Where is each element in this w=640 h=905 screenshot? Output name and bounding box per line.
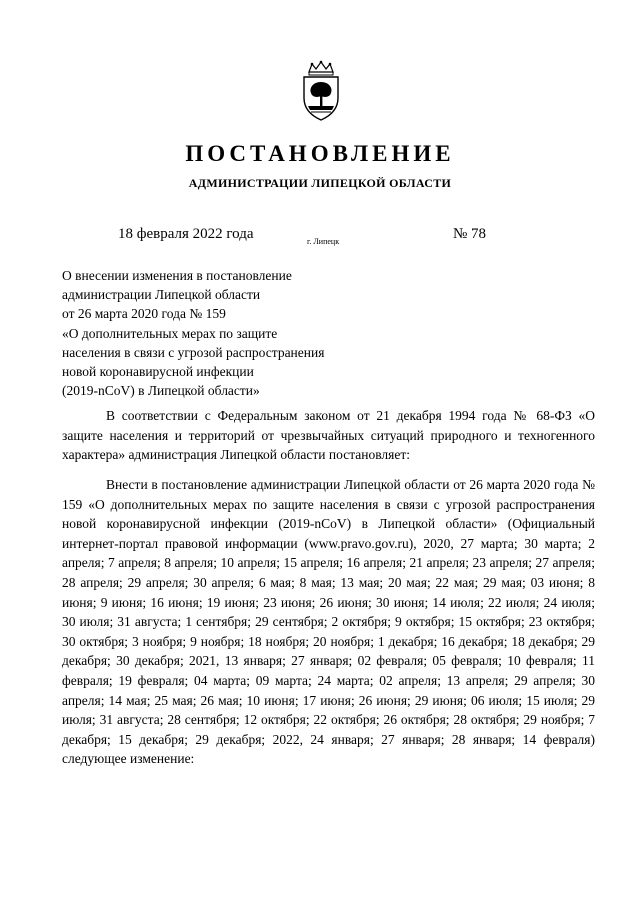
issuing-authority: АДМИНИСТРАЦИИ ЛИПЕЦКОЙ ОБЛАСТИ (188, 176, 452, 190)
heading-line: (2019-nCoV) в Липецкой области» (62, 383, 260, 399)
heading-line: от 26 марта 2020 года № 159 (62, 306, 226, 322)
heading-line: О внесении изменения в постановление (62, 268, 292, 283)
document-number: № 78 (453, 226, 487, 242)
amendment-paragraph: Внести в постановление администрации Липецкой области от 26 марта 2020 года № 159 «О дополнительных мерах по защите населения в связи с угрозой распространения новой коронавирусной инфекции (2019-nCoV) в Липецкой области» (Официальный интернет-портал правовой информации (www.pravo.gov.ru), 2020, 27 марта; 30 марта; 2 апреля; 7 апреля; 8 апреля; 10 апреля; 15 апреля; 16 апреля; 21 апреля; 23 апреля; 27 апреля; 28 апреля; 29 апреля; 30 апреля; 6 мая; 8 мая; 13 мая; 20 мая; 22 мая; 29 мая; 03 июня; 8 июня; 9 июня; 16 июня; 19 июня; 23 июня; 26 июня; 30 июня; 14 июля; 22 июля; 24 июля; 30 июля; 31 августа; 1 сентября; 29 сентября; 2 октября; 9 октября; 15 октября; 23 октября; 30 октября; 3 ноября; 9 ноября; 18 ноября; 20 ноября; 1 декабря; 16 декабря; 18 декабря; 29 декабря; 30 декабря; 2021, 13 января; 27 января; 02 февраля; 05 февраля; 10 февраля; 11 февраля; 19 февраля; 04 марта; 09 марта; 24 марта; 02 апреля; 13 апреля; 29 апреля; 30 апреля; 14 мая; 25 мая; 26 мая; 10 июня; 17 июня; 26 июня; 29 июня; 06 июля; 15 июля; 29 июля; 31 августа; 28 сентября; 12 октября; 22 октября; 26 октября; 28 октября; 29 ноября; 7 декабря; 15 декабря; 29 декабря; 2022, 24 января; 27 января; 28 января; 14 февраля) следующее изменение: (62, 477, 595, 767)
heading-line: «О дополнительных мерах по защите (62, 325, 278, 341)
coat-of-arms-icon (298, 60, 344, 122)
heading-line: новой коронавирусной инфекции (62, 364, 254, 380)
heading-line: населения в связи с угрозой распространения (62, 344, 325, 360)
preamble-paragraph: В соответствии с Федеральным законом от 21 декабря 1994 года № 68-ФЗ «О защите населения и территорий от чрезвычайных ситуаций природного и техногенного характера» администрация Липецкой области постановляет: (62, 408, 595, 463)
document-heading (62, 266, 324, 400)
heading-line: администрации Липецкой области (62, 287, 261, 303)
document-city: г. Липецк (307, 237, 340, 246)
document-date: 18 февраля 2022 года (118, 226, 254, 242)
document-title: ПОСТАНОВЛЕНИЕ (185, 141, 455, 166)
